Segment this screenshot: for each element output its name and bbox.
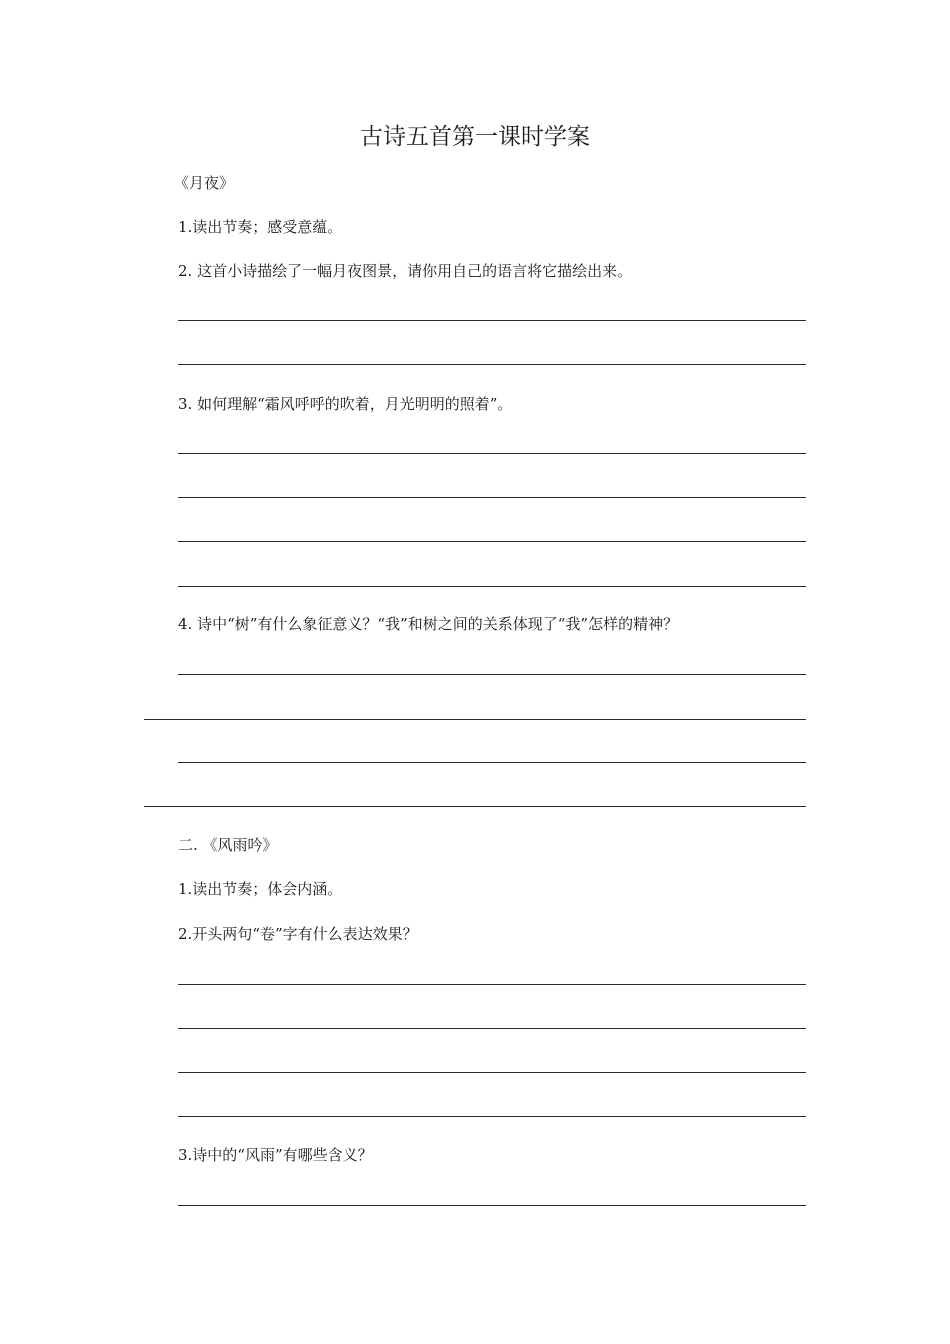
answer-line — [178, 541, 806, 542]
answer-line — [178, 674, 806, 675]
answer-line — [178, 1116, 806, 1117]
question-1-3: 3. 如何理解“霜风呼呼的吹着，月光明明的照着”。 — [178, 395, 513, 413]
question-2-2: 2.开头两句“卷”字有什么表达效果？ — [178, 925, 418, 943]
answer-line — [178, 1205, 806, 1206]
answer-line — [144, 719, 806, 720]
question-1-1: 1.读出节奏；感受意蕴。 — [178, 218, 343, 236]
question-1-4: 4. 诗中“树”有什么象征意义？“我”和树之间的关系体现了“我”怎样的精神？ — [178, 615, 679, 633]
answer-line — [178, 1072, 806, 1073]
question-1-2: 2. 这首小诗描绘了一幅月夜图景，请你用自己的语言将它描绘出来。 — [178, 262, 633, 280]
answer-line — [178, 762, 806, 763]
answer-line — [178, 364, 806, 365]
answer-line — [144, 806, 806, 807]
question-2-3: 3.诗中的“风雨”有哪些含义？ — [178, 1146, 373, 1164]
answer-line — [178, 497, 806, 498]
answer-line — [178, 453, 806, 454]
answer-line — [178, 984, 806, 985]
answer-line — [178, 320, 806, 321]
answer-line — [178, 1028, 806, 1029]
answer-line — [178, 586, 806, 587]
question-2-1: 1.读出节奏；体会内涵。 — [178, 880, 343, 898]
section1-heading: 《月夜》 — [174, 174, 235, 192]
page-title: 古诗五首第一课时学案 — [360, 124, 590, 150]
section2-heading: 二. 《风雨吟》 — [178, 836, 278, 854]
